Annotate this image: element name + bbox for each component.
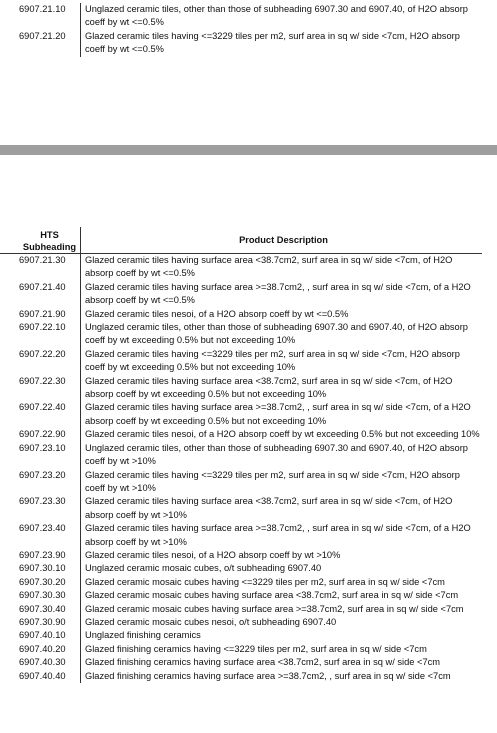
hts-code: 6907.22.10 <box>19 322 66 333</box>
product-description: Glazed ceramic tiles having surface area >=38.7cm2, , surf area in sq w/ side <7cm, of a H2O absorp coeff by wt >10% <box>81 522 483 549</box>
top-table <box>0 3 482 57</box>
hts-code: 6907.21.20 <box>19 30 66 41</box>
hts-code: 6907.23.40 <box>19 523 66 534</box>
hts-table <box>0 227 482 683</box>
hts-code: 6907.23.20 <box>19 469 66 480</box>
table-row <box>0 321 482 348</box>
product-description: Glazed finishing ceramics having surface area <38.7cm2, surf area in sq w/ side <7cm <box>81 656 483 669</box>
product-description: Glazed ceramic tiles nesoi, of a H2O absorp coeff by wt <=0.5% <box>81 308 483 321</box>
product-description: Unglazed ceramic tiles, other than those of subheading 6907.30 and 6907.40, of H2O absorp coeff by wt exceeding 0.5% but not exceeding 10% <box>81 321 483 348</box>
table-row <box>0 589 482 602</box>
hts-code: 6907.40.10 <box>19 630 66 641</box>
hts-code: 6907.30.10 <box>19 563 66 574</box>
hts-code: 6907.40.40 <box>19 670 66 681</box>
table-row <box>0 254 482 281</box>
hts-code: 6907.21.30 <box>19 255 66 265</box>
hts-code: 6907.30.90 <box>19 616 66 627</box>
table-row <box>0 3 482 30</box>
product-description: Glazed ceramic mosaic cubes having surface area <38.7cm2, surf area in sq w/ side <7cm <box>81 589 483 602</box>
table-row <box>0 562 482 575</box>
hts-code: 6907.22.40 <box>19 402 66 413</box>
header-hts-subheading <box>0 227 81 254</box>
product-description: Unglazed finishing ceramics <box>81 629 483 642</box>
product-description: Glazed ceramic tiles having surface area <38.7cm2, surf area in sq w/ side <7cm, of H2O absorp coeff by wt >10% <box>81 495 483 522</box>
table-row <box>0 401 482 428</box>
table-row <box>0 629 482 642</box>
table-row <box>0 603 482 616</box>
table-row <box>0 308 482 321</box>
hts-code: 6907.21.90 <box>19 308 66 319</box>
table-row <box>0 576 482 589</box>
table-row <box>0 348 482 375</box>
hts-code: 6907.30.30 <box>19 590 66 601</box>
product-description: Glazed ceramic tiles nesoi, of a H2O absorp coeff by wt >10% <box>81 549 483 562</box>
page-top <box>0 0 497 145</box>
product-description: Glazed ceramic mosaic cubes having surface area >=38.7cm2, surf area in sq w/ side <7cm <box>81 603 483 616</box>
hts-code: 6907.30.40 <box>19 603 66 614</box>
product-description: Glazed ceramic mosaic cubes having <=3229 tiles per m2, surf area in sq w/ side <7cm <box>81 576 483 589</box>
product-description: Glazed finishing ceramics having surface area >=38.7cm2, , surf area in sq w/ side <7cm <box>81 670 483 683</box>
product-description: Glazed ceramic tiles nesoi, of a H2O absorp coeff by wt exceeding 0.5% but not exceeding 10% <box>81 428 483 441</box>
hts-code: 6907.40.20 <box>19 643 66 654</box>
product-description: Glazed finishing ceramics having <=3229 tiles per m2, surf area in sq w/ side <7cm <box>81 643 483 656</box>
table-row <box>0 522 482 549</box>
hts-code: 6907.21.40 <box>19 281 66 292</box>
product-description: Glazed ceramic tiles having <=3229 tiles per m2, surf area in sq w/ side <7cm, H2O absorp coeff by wt exceeding 0.5% but not exceeding 10% <box>81 348 483 375</box>
table-row <box>0 670 482 683</box>
product-description: Glazed ceramic tiles having <=3229 tiles per m2, surf area in sq w/ side <7cm, H2O absorp coeff by wt <=0.5% <box>81 30 483 57</box>
hts-code: 6907.40.30 <box>19 657 66 668</box>
table-row <box>0 281 482 308</box>
header-product-description: Product Description <box>81 227 483 254</box>
product-description: Unglazed ceramic tiles, other than those of subheading 6907.30 and 6907.40, of H2O absorp coeff by wt <=0.5% <box>81 3 483 30</box>
hts-code: 6907.22.90 <box>19 429 66 440</box>
table-row <box>0 375 482 402</box>
hts-code: 6907.22.30 <box>19 375 66 386</box>
product-description: Glazed ceramic mosaic cubes nesoi, o/t subheading 6907.40 <box>81 616 483 629</box>
hts-code: 6907.30.20 <box>19 576 66 587</box>
table-row <box>0 643 482 656</box>
header-hts: HTS <box>40 230 59 240</box>
product-description: Unglazed ceramic mosaic cubes, o/t subheading 6907.40 <box>81 562 483 575</box>
hts-code: 6907.21.10 <box>19 4 66 14</box>
product-description: Glazed ceramic tiles having surface area <38.7cm2, surf area in sq w/ side <7cm, of H2O absorp coeff by wt <=0.5% <box>81 254 483 281</box>
table-header-row <box>0 227 482 254</box>
hts-code: 6907.23.90 <box>19 549 66 560</box>
table-row <box>0 30 482 57</box>
table-row <box>0 428 482 441</box>
product-description: Glazed ceramic tiles having surface area >=38.7cm2, , surf area in sq w/ side <7cm, of a H2O absorp coeff by wt exceeding 0.5% but not exceeding 10% <box>81 401 483 428</box>
table-row <box>0 469 482 496</box>
table-row <box>0 549 482 562</box>
hts-code: 6907.23.30 <box>19 496 66 507</box>
table-row <box>0 495 482 522</box>
header-subheading: Subheading <box>22 242 77 252</box>
product-description: Unglazed ceramic tiles, other than those of subheading 6907.30 and 6907.40, of H2O absorp coeff by wt >10% <box>81 442 483 469</box>
table-row <box>0 656 482 669</box>
product-description: Glazed ceramic tiles having surface area >=38.7cm2, , surf area in sq w/ side <7cm, of a H2O absorp coeff by wt <=0.5% <box>81 281 483 308</box>
product-description: Glazed ceramic tiles having <=3229 tiles per m2, surf area in sq w/ side <7cm, H2O absorp coeff by wt >10% <box>81 469 483 496</box>
table-row <box>0 616 482 629</box>
product-description: Glazed ceramic tiles having surface area <38.7cm2, surf area in sq w/ side <7cm, of H2O absorp coeff by wt exceeding 0.5% but not exceeding 10% <box>81 375 483 402</box>
page-bottom <box>0 155 497 733</box>
hts-code: 6907.23.10 <box>19 442 66 453</box>
hts-code: 6907.22.20 <box>19 348 66 359</box>
page-divider <box>0 145 497 155</box>
table-row <box>0 442 482 469</box>
